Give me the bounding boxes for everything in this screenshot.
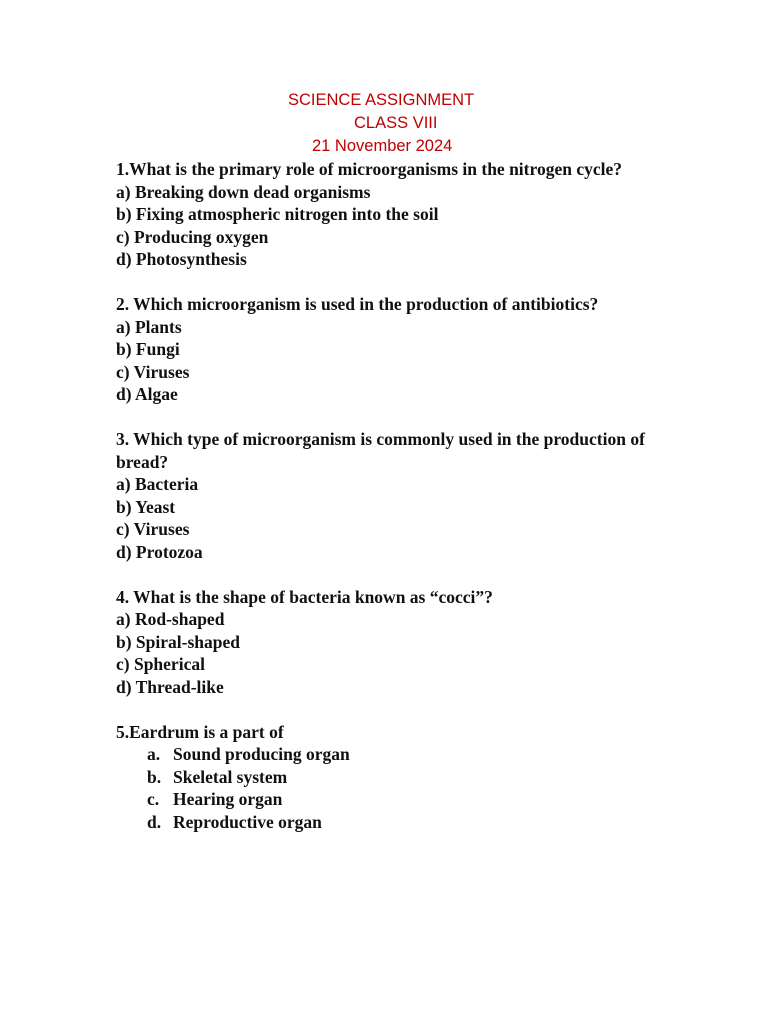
option-letter: a. (147, 744, 161, 764)
option-a: a) Bacteria (116, 474, 199, 494)
question-text: 4. What is the shape of bacteria known as “cocci”? (116, 586, 493, 607)
question-4 (116, 586, 656, 699)
question-2 (116, 293, 656, 406)
option-b: b) Fixing atmospheric nitrogen into the soil (116, 204, 439, 224)
option-b: b) Fungi (116, 339, 180, 359)
option-d: d) Thread-like (116, 676, 224, 697)
question-text: 3. Which type of microorganism is commonly used in the production of bread? (116, 429, 645, 472)
question-1 (116, 158, 656, 271)
option-c: c) Spherical (116, 654, 205, 674)
option-c: c) Producing oxygen (116, 226, 269, 247)
option-letter: c. (147, 789, 160, 809)
option-letter: b. (147, 766, 162, 787)
class-text: CLASS VIII (354, 114, 438, 132)
option-d: d) Protozoa (116, 541, 203, 562)
option-text: Reproductive organ (173, 811, 322, 832)
option-text: Skeletal system (173, 766, 288, 787)
option-a (116, 743, 656, 766)
option-text: Sound producing organ (173, 744, 350, 764)
date-text: 21 November 2024 (312, 137, 453, 155)
option-a: a) Rod-shaped (116, 609, 225, 629)
question-text: 2. Which microorganism is used in the production of antibiotics? (116, 294, 599, 314)
question-3 (116, 428, 656, 563)
question-text: 5.Eardrum is a part of (116, 721, 284, 742)
question-text: 1.What is the primary role of microorganisms in the nitrogen cycle? (116, 159, 622, 179)
option-c (116, 788, 656, 811)
option-d: d) Photosynthesis (116, 249, 247, 269)
option-b (116, 766, 656, 789)
title-text: SCIENCE ASSIGNMENT (288, 91, 475, 109)
question-list (116, 158, 656, 856)
option-letter: d. (147, 811, 162, 832)
option-c: c) Viruses (116, 519, 190, 539)
option-d: d) Algae (116, 384, 178, 404)
option-c: c) Viruses (116, 361, 190, 382)
option-a: a) Plants (116, 316, 182, 337)
question-5 (116, 721, 656, 834)
option-text: Hearing organ (173, 789, 283, 809)
option-b: b) Spiral-shaped (116, 631, 240, 652)
option-b: b) Yeast (116, 496, 176, 517)
option-a: a) Breaking down dead organisms (116, 181, 371, 202)
option-d (116, 811, 656, 834)
